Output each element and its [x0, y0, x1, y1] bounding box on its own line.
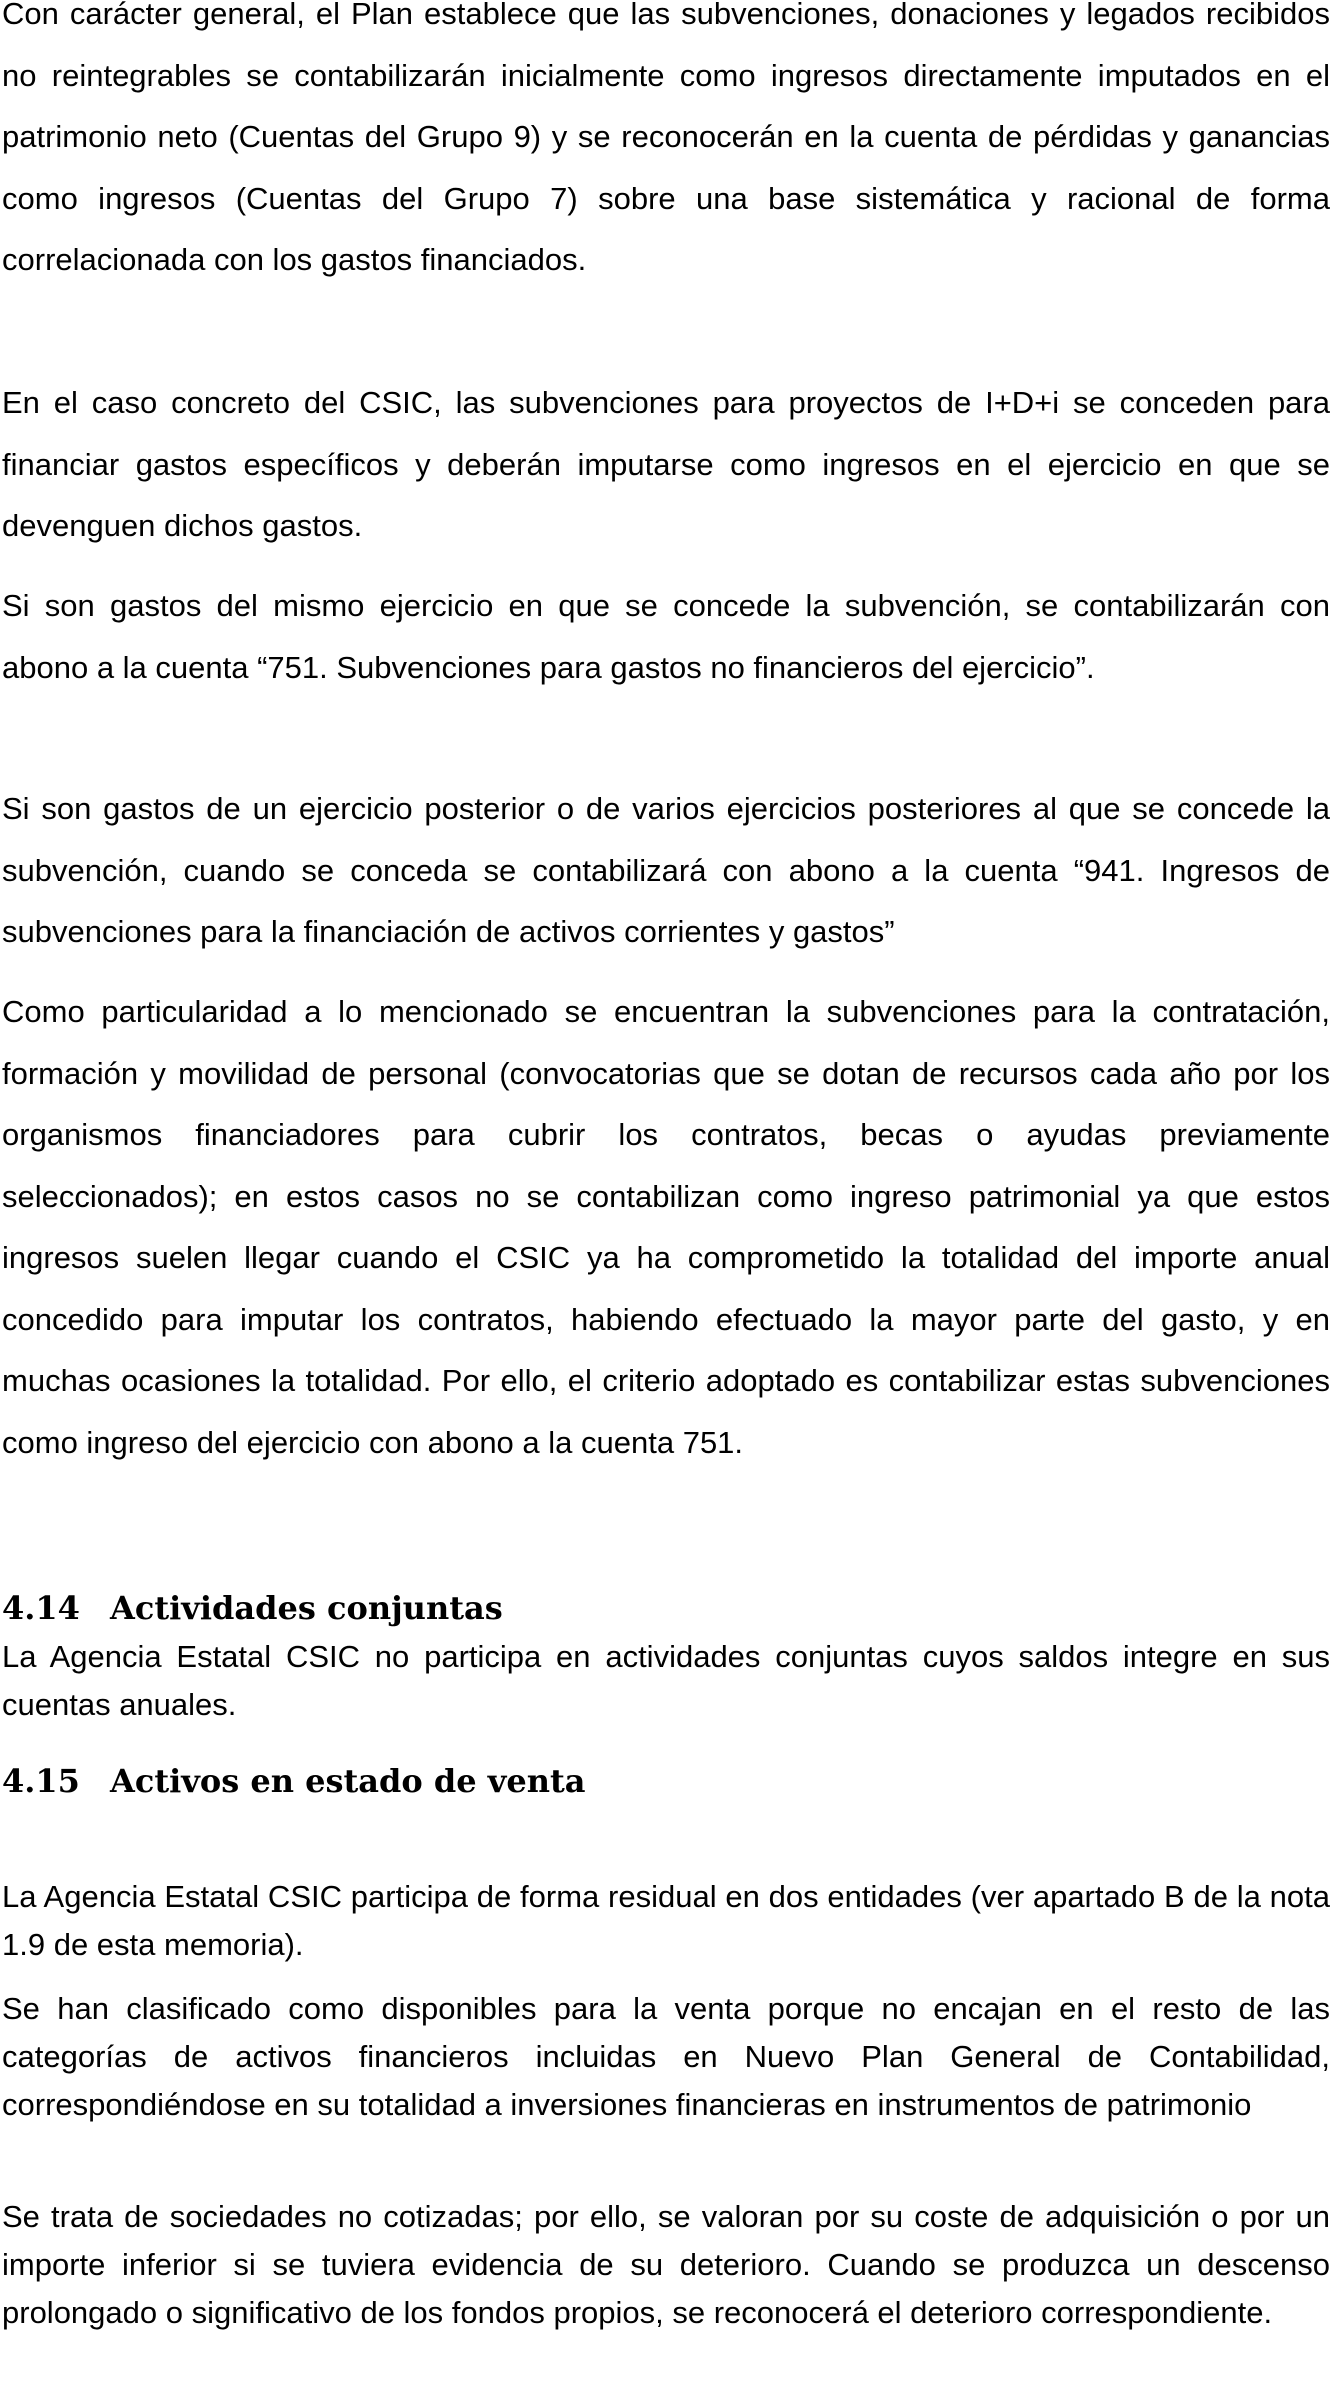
paragraph-actividades-conjuntas: La Agencia Estatal CSIC no participa en actividades conjuntas cuyos saldos integre en sus cuentas anuales. [2, 1639, 1330, 1722]
section-title: Actividades conjuntas [110, 1589, 503, 1627]
paragraph-particularidad-personal: Como particularidad a lo mencionado se encuentran la subvenciones para la contratación, formación y movilidad de personal (convocatorias que se dotan de recursos cada año por los organismos financiadores para cubrir los contratos, becas o ayudas previamente seleccionados); en estos casos no se contabilizan como ingreso patrimonial ya que estos ingresos suelen llegar cuando el CSIC ya ha comprometido la totalidad del importe anual concedido para imputar los contratos, habiendo efectuado la mayor parte del gasto, y en muchas ocasiones la totalidad. Por ello, el criterio adoptado es contabilizar estas subvenciones como ingreso del ejercicio con abono a la cuenta 751. [2, 994, 1330, 1460]
paragraph-participacion-entidades: La Agencia Estatal CSIC participa de forma residual en dos entidades (ver apartado B de la nota 1.9 de esta memoria). [2, 1879, 1330, 1962]
section-number: 4.14 [2, 1589, 80, 1627]
paragraph-sociedades-no-cotizadas: Se trata de sociedades no cotizadas; por ello, se valoran por su coste de adquisición o por un importe inferior si se tuviera evidencia de su deterioro. Cuando se produzca un descenso prolongado o significativo de los fondos propios, se reconocerá el deterioro correspondiente. [2, 2199, 1330, 2330]
paragraph-csic-proyectos: En el caso concreto del CSIC, las subvenciones para proyectos de I+D+i se conceden para financiar gastos específicos y deberán imputarse como ingresos en el ejercicio en que se devenguen dichos gastos. [2, 385, 1330, 543]
section-heading-4-15 [2, 1761, 585, 1801]
section-heading-4-14 [2, 1588, 503, 1628]
paragraph-gastos-mismo-ejercicio: Si son gastos del mismo ejercicio en que se concede la subvención, se contabilizarán con abono a la cuenta “751. Subvenciones para gastos no financieros del ejercicio”. [2, 588, 1330, 685]
section-number: 4.15 [2, 1762, 80, 1800]
paragraph-subvenciones-general: Con carácter general, el Plan establece que las subvenciones, donaciones y legados recibidos no reintegrables se contabilizarán inicialmente como ingresos directamente imputados en el patrimonio neto (Cuentas del Grupo 9) y se reconocerán en la cuenta de pérdidas y ganancias como ingresos (Cuentas del Grupo 7) sobre una base sistemática y racional de forma correlacionada con los gastos financiados. [2, 0, 1330, 277]
paragraph-gastos-ejercicio-posterior: Si son gastos de un ejercicio posterior o de varios ejercicios posteriores al que se concede la subvención, cuando se conceda se contabilizará con abono a la cuenta “941. Ingresos de subvenciones para la financiación de activos corrientes y gastos” [2, 791, 1330, 949]
paragraph-clasificacion-disponibles: Se han clasificado como disponibles para la venta porque no encajan en el resto de las categorías de activos financieros incluidas en Nuevo Plan General de Contabilidad, correspondiéndose en su totalidad a inversiones financieras en instrumentos de patrimonio [2, 1991, 1330, 2122]
section-title: Activos en estado de venta [110, 1762, 586, 1800]
